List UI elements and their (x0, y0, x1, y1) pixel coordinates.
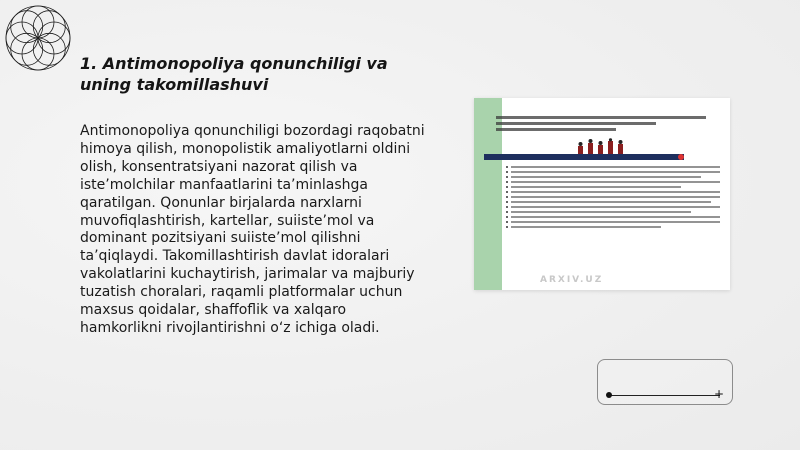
embedded-document-image (474, 98, 730, 290)
document-bullet-list (506, 166, 720, 231)
document-watermark: ARXIV.UZ (540, 275, 604, 285)
slide-body-text: Antimonopoliya qonunchiligi bozordagi raqobatni himoya qilish, monopolistik amaliyotlarni oldini olish, konsentratsiyani nazorat qilish va iste’molchilar manfaatlarini ta’minlashga qaratilgan. Qonunlar birjalarda narxlarni muvofiqlashtirish, kartellar, suiiste’mol va dominant pozitsiyani suiiste’mol qilishni ta’qiqlaydi. Takomillashtirish davlat idoralari vakolatlarini kuchaytirish, jarimalar va majburiy tuzatish choralari, raqamli platformalar uchun maxsus qoidalar, shaffoflik va xalqaro hamkorlikni rivojlantirishni o‘z ichiga oladi. (80, 123, 425, 336)
document-header-bar (484, 154, 684, 160)
spirograph-ornament-icon (4, 4, 72, 72)
plus-icon[interactable]: + (714, 387, 725, 401)
slide-title: 1. Antimonopoliya qonunchiligi va uning takomillashuvi (80, 54, 388, 94)
document-title-lines (496, 116, 716, 134)
media-playback-control[interactable] (597, 359, 733, 405)
playhead-icon[interactable] (606, 392, 612, 398)
document-accent-dot (678, 154, 684, 160)
media-seek-track[interactable] (608, 395, 720, 396)
